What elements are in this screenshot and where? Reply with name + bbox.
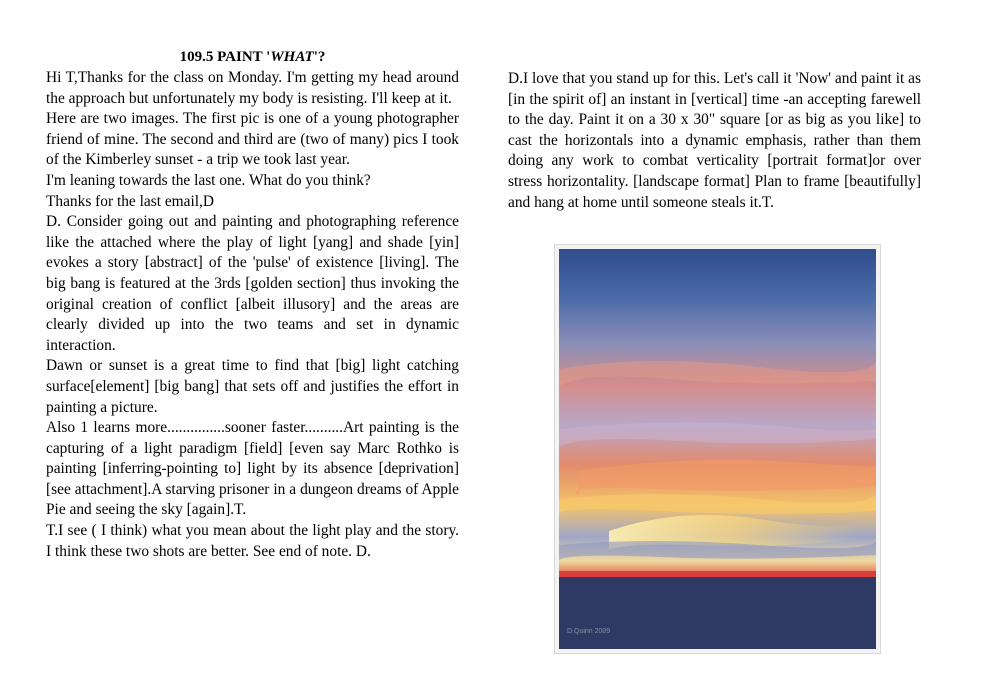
sunset-painting-graphic xyxy=(559,249,876,649)
paragraph: D. Consider going out and painting and photographing reference like the attached where the play of light [yang] and shade [yin] evokes a story [abstract] of the 'pulse' of existence [living]. The big bang is featured at the 3rds [golden section] thus invoking the original creation of conflict [albeit illusory] and the areas are clearly divided up into the two teams and set in dynamic interaction. xyxy=(46,213,459,354)
paragraph: D.I love that you stand up for this. Let's call it 'Now' and paint it as [in the spirit of] an instant in [vertical] time -an accepting farewell to the day. Paint it on a 30 x 30" square [or as big as you like] to cast the horizontals into a dynamic emphasis, rather than them doing any work to combat verticality [portrait format]or over stress horizontality. [landscape format] Plan to frame [beautifully] and hang at home until someone steals it.T. xyxy=(508,70,921,211)
paragraph: Also 1 learns more...............sooner faster..........Art painting is the capturing of a light paradigm [field] [even say Marc Rothko is painting [inferring-pointing to] light by its absence [deprivation] [see attachment].A starving prisoner in a dungeon dreams of Apple Pie and seeing the sky [again].T. xyxy=(46,419,459,519)
title-emphasis: WHAT xyxy=(270,49,314,65)
paragraph: Hi T,Thanks for the class on Monday. I'm getting my head around the approach but unfortunately my body is resisting. I'll keep at it. xyxy=(46,69,459,107)
title-tail: '? xyxy=(313,49,326,65)
paragraph: I'm leaning towards the last one. What do you think? xyxy=(46,171,371,189)
paragraph: Here are two images. The first pic is one of a young photographer friend of mine. The second and third are (two of many) pics I took of the Kimberley sunset - a trip we took last year. xyxy=(46,110,459,169)
right-column xyxy=(508,69,921,213)
page-title xyxy=(46,47,459,67)
sunset-painting-image xyxy=(554,244,881,654)
paragraph: Thanks for the last email,D xyxy=(46,192,214,210)
paragraph: T.I see ( I think) what you mean about the light play and the story. I think these two shots are better. See end of note. D. xyxy=(46,522,459,560)
paragraph: Dawn or sunset is a great time to find that [big] light catching surface[element] [big bang] that sets off and justifies the effort in painting a picture. xyxy=(46,357,459,416)
painting-canvas xyxy=(559,249,876,649)
painting-signature: D.Quinn 2009 xyxy=(567,628,611,635)
title-number: 109.5 PAINT ' xyxy=(179,49,271,65)
